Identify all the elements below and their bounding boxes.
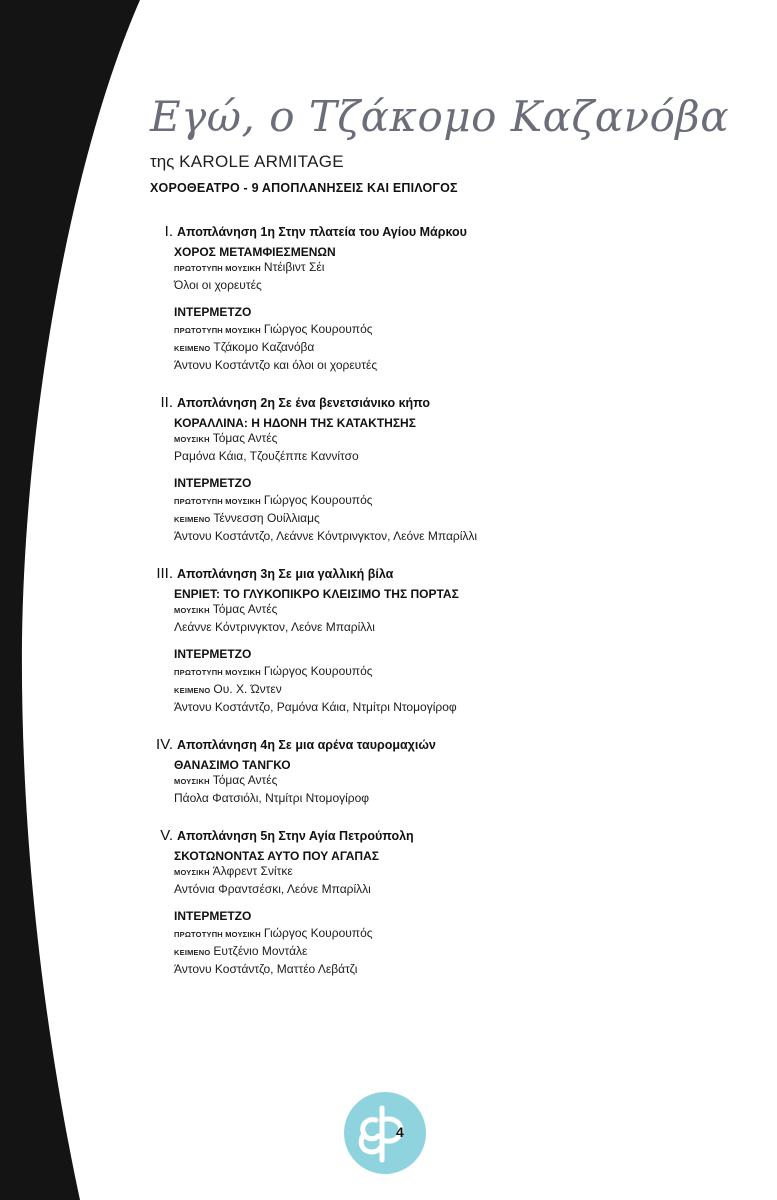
section-2 [146, 394, 596, 545]
text-label: ΚΕΙΜΕΝΟ [174, 686, 211, 695]
section-heading [146, 736, 596, 753]
interlude-music-credit [174, 663, 596, 681]
section-heading [146, 223, 596, 240]
author-prefix: της [150, 152, 175, 171]
performers: Ραμόνα Κάια, Τζουζέππε Καννίτσο [174, 449, 359, 463]
seductions-list [146, 223, 596, 998]
section-title: Αποπλάνηση 1η Στην πλατεία του Αγίου Μάρκου [177, 225, 467, 239]
interlude-text-credit [174, 681, 596, 699]
page-title: Εγώ, ο Τζάκομο Καζανόβα [150, 92, 730, 141]
interlude [174, 908, 596, 978]
interlude-music-credit [174, 321, 596, 339]
interlude-title: ΙΝΤΕΡΜΕΤΖΟ [174, 909, 252, 923]
dance-title: ΧΟΡΟΣ ΜΕΤΑΜΦΙΕΣΜΕΝΩΝ [174, 245, 336, 259]
music-label: ΠΡΩΤΟΤΥΠΗ ΜΟΥΣΙΚΗ [174, 497, 261, 506]
composer: Ντέιβιντ Σέι [263, 260, 325, 274]
section-heading [146, 565, 596, 582]
text-author: Ευτζένιο Μοντάλε [213, 944, 308, 958]
dance-title: ΣΚΟΤΩΝΟΝΤΑΣ ΑΥΤΟ ΠΟΥ ΑΓΑΠΑΣ [174, 849, 379, 863]
composer: Γιώργος Κουρουπός [263, 322, 373, 336]
performers: Πάολα Φατσιόλι, Ντμίτρι Ντομογίροφ [174, 791, 370, 805]
music-label: ΠΡΩΤΟΤΥΠΗ ΜΟΥΣΙΚΗ [174, 930, 261, 939]
text-label: ΚΕΙΜΕΝΟ [174, 948, 211, 957]
performers: Αντόνια Φραντσέσκι, Λεόνε Μπαρίλλι [174, 882, 371, 896]
interlude-text-credit [174, 510, 596, 528]
text-label: ΚΕΙΜΕΝΟ [174, 344, 211, 353]
section-numeral: IV. [156, 736, 173, 753]
section-body [174, 416, 596, 545]
section-body [174, 245, 596, 374]
interlude-title: ΙΝΤΕΡΜΕΤΖΟ [174, 476, 252, 490]
performers: Όλοι οι χορευτές [174, 278, 262, 292]
composer: Γιώργος Κουρουπός [263, 664, 373, 678]
composer: Γιώργος Κουρουπός [263, 926, 373, 940]
section-body [174, 587, 596, 716]
dance-title: ΘΑΝΑΣΙΜΟ ΤΑΝΓΚΟ [174, 758, 291, 772]
music-label: ΜΟΥΣΙΚΗ [174, 868, 210, 877]
text-author: Ου. Χ. Ώντεν [213, 682, 282, 696]
page-number: 4 [396, 1124, 404, 1140]
interlude-performers: Άντονυ Κοστάντζο και όλοι οι χορευτές [174, 358, 378, 372]
music-label: ΜΟΥΣΙΚΗ [174, 777, 210, 786]
music-label: ΜΟΥΣΙΚΗ [174, 435, 210, 444]
section-4 [146, 736, 596, 807]
composer: Άλφρεντ Σνίτκε [212, 864, 293, 878]
composer: Γιώργος Κουρουπός [263, 493, 373, 507]
composer: Τόμας Αντές [212, 602, 278, 616]
interlude-text-credit [174, 339, 596, 357]
interlude-performers: Άντονυ Κοστάντζο, Ματτέο Λεβάτζι [174, 962, 358, 976]
music-label: ΠΡΩΤΟΤΥΠΗ ΜΟΥΣΙΚΗ [174, 668, 261, 677]
music-credit [174, 772, 596, 790]
section-numeral: II. [160, 394, 173, 411]
composer: Τόμας Αντές [212, 773, 278, 787]
music-credit [174, 430, 596, 448]
interlude-music-credit [174, 492, 596, 510]
composer: Τόμας Αντές [212, 431, 278, 445]
interlude-title: ΙΝΤΕΡΜΕΤΖΟ [174, 305, 252, 319]
dance-title: ΚΟΡΑΛΛΙΝΑ: Η ΗΔΟΝΗ ΤΗΣ ΚΑΤΑΚΤΗΣΗΣ [174, 416, 416, 430]
music-credit [174, 601, 596, 619]
section-numeral: I. [164, 223, 173, 240]
section-heading [146, 394, 596, 411]
music-credit [174, 259, 596, 277]
section-numeral: III. [156, 565, 173, 582]
section-title: Αποπλάνηση 5η Στην Αγία Πετρούπολη [177, 829, 414, 843]
author-name: KAROLE ARMITAGE [179, 152, 344, 171]
dance-title: ΕΝΡΙΕΤ: ΤΟ ΓΛΥΚΟΠΙΚΡΟ ΚΛΕΙΣΙΜΟ ΤΗΣ ΠΟΡΤΑΣ [174, 587, 459, 601]
interlude-performers: Άντονυ Κοστάντζο, Λεάννε Κόντρινγκτον, Λεόνε Μπαρίλλι [174, 529, 478, 543]
music-label: ΠΡΩΤΟΤΥΠΗ ΜΟΥΣΙΚΗ [174, 264, 261, 273]
music-label: ΠΡΩΤΟΤΥΠΗ ΜΟΥΣΙΚΗ [174, 326, 261, 335]
interlude [174, 646, 596, 716]
interlude-performers: Άντονυ Κοστάντζο, Ραμόνα Κάια, Ντμίτρι Ντομογίροφ [174, 700, 457, 714]
text-author: Τζάκομο Καζανόβα [213, 340, 315, 354]
text-author: Τέννεσση Ουίλλιαμς [213, 511, 320, 525]
performers: Λεάννε Κόντρινγκτον, Λεόνε Μπαρίλλι [174, 620, 375, 634]
section-heading [146, 827, 596, 844]
section-1 [146, 223, 596, 374]
interlude-text-credit [174, 943, 596, 961]
interlude-title: ΙΝΤΕΡΜΕΤΖΟ [174, 647, 252, 661]
interlude [174, 475, 596, 545]
section-title: Αποπλάνηση 2η Σε ένα βενετσιάνικο κήπο [177, 396, 431, 410]
section-numeral: V. [160, 827, 173, 844]
interlude-music-credit [174, 925, 596, 943]
text-label: ΚΕΙΜΕΝΟ [174, 515, 211, 524]
section-body [174, 758, 596, 807]
author-line [150, 152, 344, 172]
section-body [174, 849, 596, 978]
music-credit [174, 863, 596, 881]
music-label: ΜΟΥΣΙΚΗ [174, 606, 210, 615]
section-title: Αποπλάνηση 4η Σε μια αρένα ταυρομαχιών [177, 738, 436, 752]
section-5 [146, 827, 596, 978]
section-title: Αποπλάνηση 3η Σε μια γαλλική βίλα [177, 567, 394, 581]
section-3 [146, 565, 596, 716]
genre-line: ΧΟΡΟΘΕΑΤΡΟ - 9 ΑΠΟΠΛΑΝΗΣΕΙΣ ΚΑΙ ΕΠΙΛΟΓΟΣ [150, 181, 458, 195]
ef-festival-logo-icon [342, 1090, 428, 1176]
interlude [174, 304, 596, 374]
